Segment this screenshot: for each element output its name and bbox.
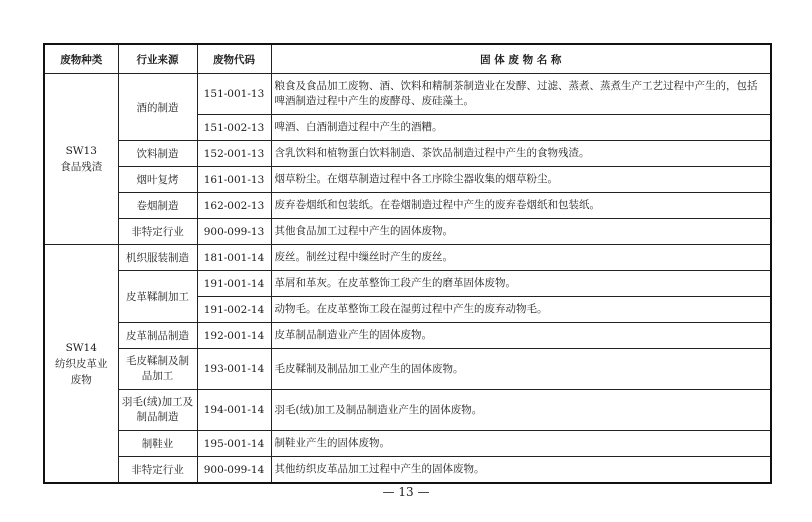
industry-cell: 烟叶复烤 <box>118 167 197 193</box>
category-label: 纺织皮革业 <box>55 357 108 370</box>
industry-cell: 卷烟制造 <box>118 193 197 219</box>
desc-cell: 革屑和革灰。在皮革整饰工段产生的磨革固体废物。 <box>271 271 771 297</box>
desc-cell: 制鞋业产生的固体废物。 <box>271 431 771 457</box>
industry-cell: 饮料制造 <box>118 141 197 167</box>
code-cell: 151-002-13 <box>197 115 271 141</box>
desc-cell: 废弃卷烟纸和包装纸。在卷烟制造过程中产生的废弃卷烟纸和包装纸。 <box>271 193 771 219</box>
header-category: 废物种类 <box>44 44 118 74</box>
waste-table <box>43 43 772 484</box>
table-row <box>44 219 771 245</box>
code-cell: 191-001-14 <box>197 271 271 297</box>
page-number: — 13 — <box>382 485 430 499</box>
code-cell: 193-001-14 <box>197 349 271 390</box>
industry-cell: 酒的制造 <box>118 74 197 141</box>
industry-cell: 羽毛(绒)加工及制品制造 <box>118 390 197 431</box>
code-cell: 191-002-14 <box>197 297 271 323</box>
industry-cell: 皮革鞣制加工 <box>118 271 197 323</box>
table-row <box>44 349 771 390</box>
table-header-row <box>44 44 771 74</box>
desc-cell: 啤酒、白酒制造过程中产生的酒糟。 <box>271 115 771 141</box>
table-row <box>44 167 771 193</box>
table-row <box>44 245 771 271</box>
industry-cell: 毛皮鞣制及制品加工 <box>118 349 197 390</box>
code-cell: 162-002-13 <box>197 193 271 219</box>
desc-cell: 羽毛(绒)加工及制品制造业产生的固体废物。 <box>271 390 771 431</box>
table-row <box>44 390 771 431</box>
code-cell: 152-001-13 <box>197 141 271 167</box>
table-row <box>44 74 771 115</box>
industry-cell: 机织服装制造 <box>118 245 197 271</box>
code-cell: 161-001-13 <box>197 167 271 193</box>
table-row <box>44 141 771 167</box>
category-code: SW14 <box>65 341 97 354</box>
industry-cell: 非特定行业 <box>118 219 197 245</box>
code-cell: 900-099-13 <box>197 219 271 245</box>
code-cell: 195-001-14 <box>197 431 271 457</box>
category-cell-sw13 <box>44 74 118 245</box>
header-industry: 行业来源 <box>118 44 197 74</box>
desc-cell: 废丝。制丝过程中缫丝时产生的废丝。 <box>271 245 771 271</box>
code-cell: 900-099-14 <box>197 457 271 484</box>
desc-cell: 其他食品加工过程中产生的固体废物。 <box>271 219 771 245</box>
table-row <box>44 431 771 457</box>
industry-cell: 制鞋业 <box>118 431 197 457</box>
desc-cell: 含乳饮料和植物蛋白饮料制造、茶饮品制造过程中产生的食物残渣。 <box>271 141 771 167</box>
code-cell: 151-001-13 <box>197 74 271 115</box>
desc-cell: 其他纺织皮革品加工过程中产生的固体废物。 <box>271 457 771 484</box>
category-cell-sw14 <box>44 245 118 484</box>
code-cell: 194-001-14 <box>197 390 271 431</box>
category-label: 废物 <box>70 373 92 386</box>
desc-cell: 粮食及食品加工废物、酒、饮料和精制茶制造业在发酵、过滤、蒸煮、蒸煮生产工艺过程中产生的，包括啤酒制造过程中产生的废酵母、废硅藻土。 <box>271 74 771 115</box>
industry-cell: 非特定行业 <box>118 457 197 484</box>
desc-cell: 皮革制品制造业产生的固体废物。 <box>271 323 771 349</box>
header-name: 固 体 废 物 名 称 <box>271 44 771 74</box>
code-cell: 192-001-14 <box>197 323 271 349</box>
code-cell: 181-001-14 <box>197 245 271 271</box>
category-code: SW13 <box>65 145 97 157</box>
desc-cell: 烟草粉尘。在烟草制造过程中各工序除尘器收集的烟草粉尘。 <box>271 167 771 193</box>
header-code: 废物代码 <box>197 44 271 74</box>
category-label: 食品残渣 <box>60 161 103 173</box>
table-row <box>44 457 771 484</box>
desc-cell: 毛皮鞣制及制品加工业产生的固体废物。 <box>271 349 771 390</box>
desc-cell: 动物毛。在皮革整饰工段在湿剪过程中产生的废弃动物毛。 <box>271 297 771 323</box>
industry-cell: 皮革制品制造 <box>118 323 197 349</box>
table-row <box>44 323 771 349</box>
table-row <box>44 271 771 297</box>
table-row <box>44 193 771 219</box>
